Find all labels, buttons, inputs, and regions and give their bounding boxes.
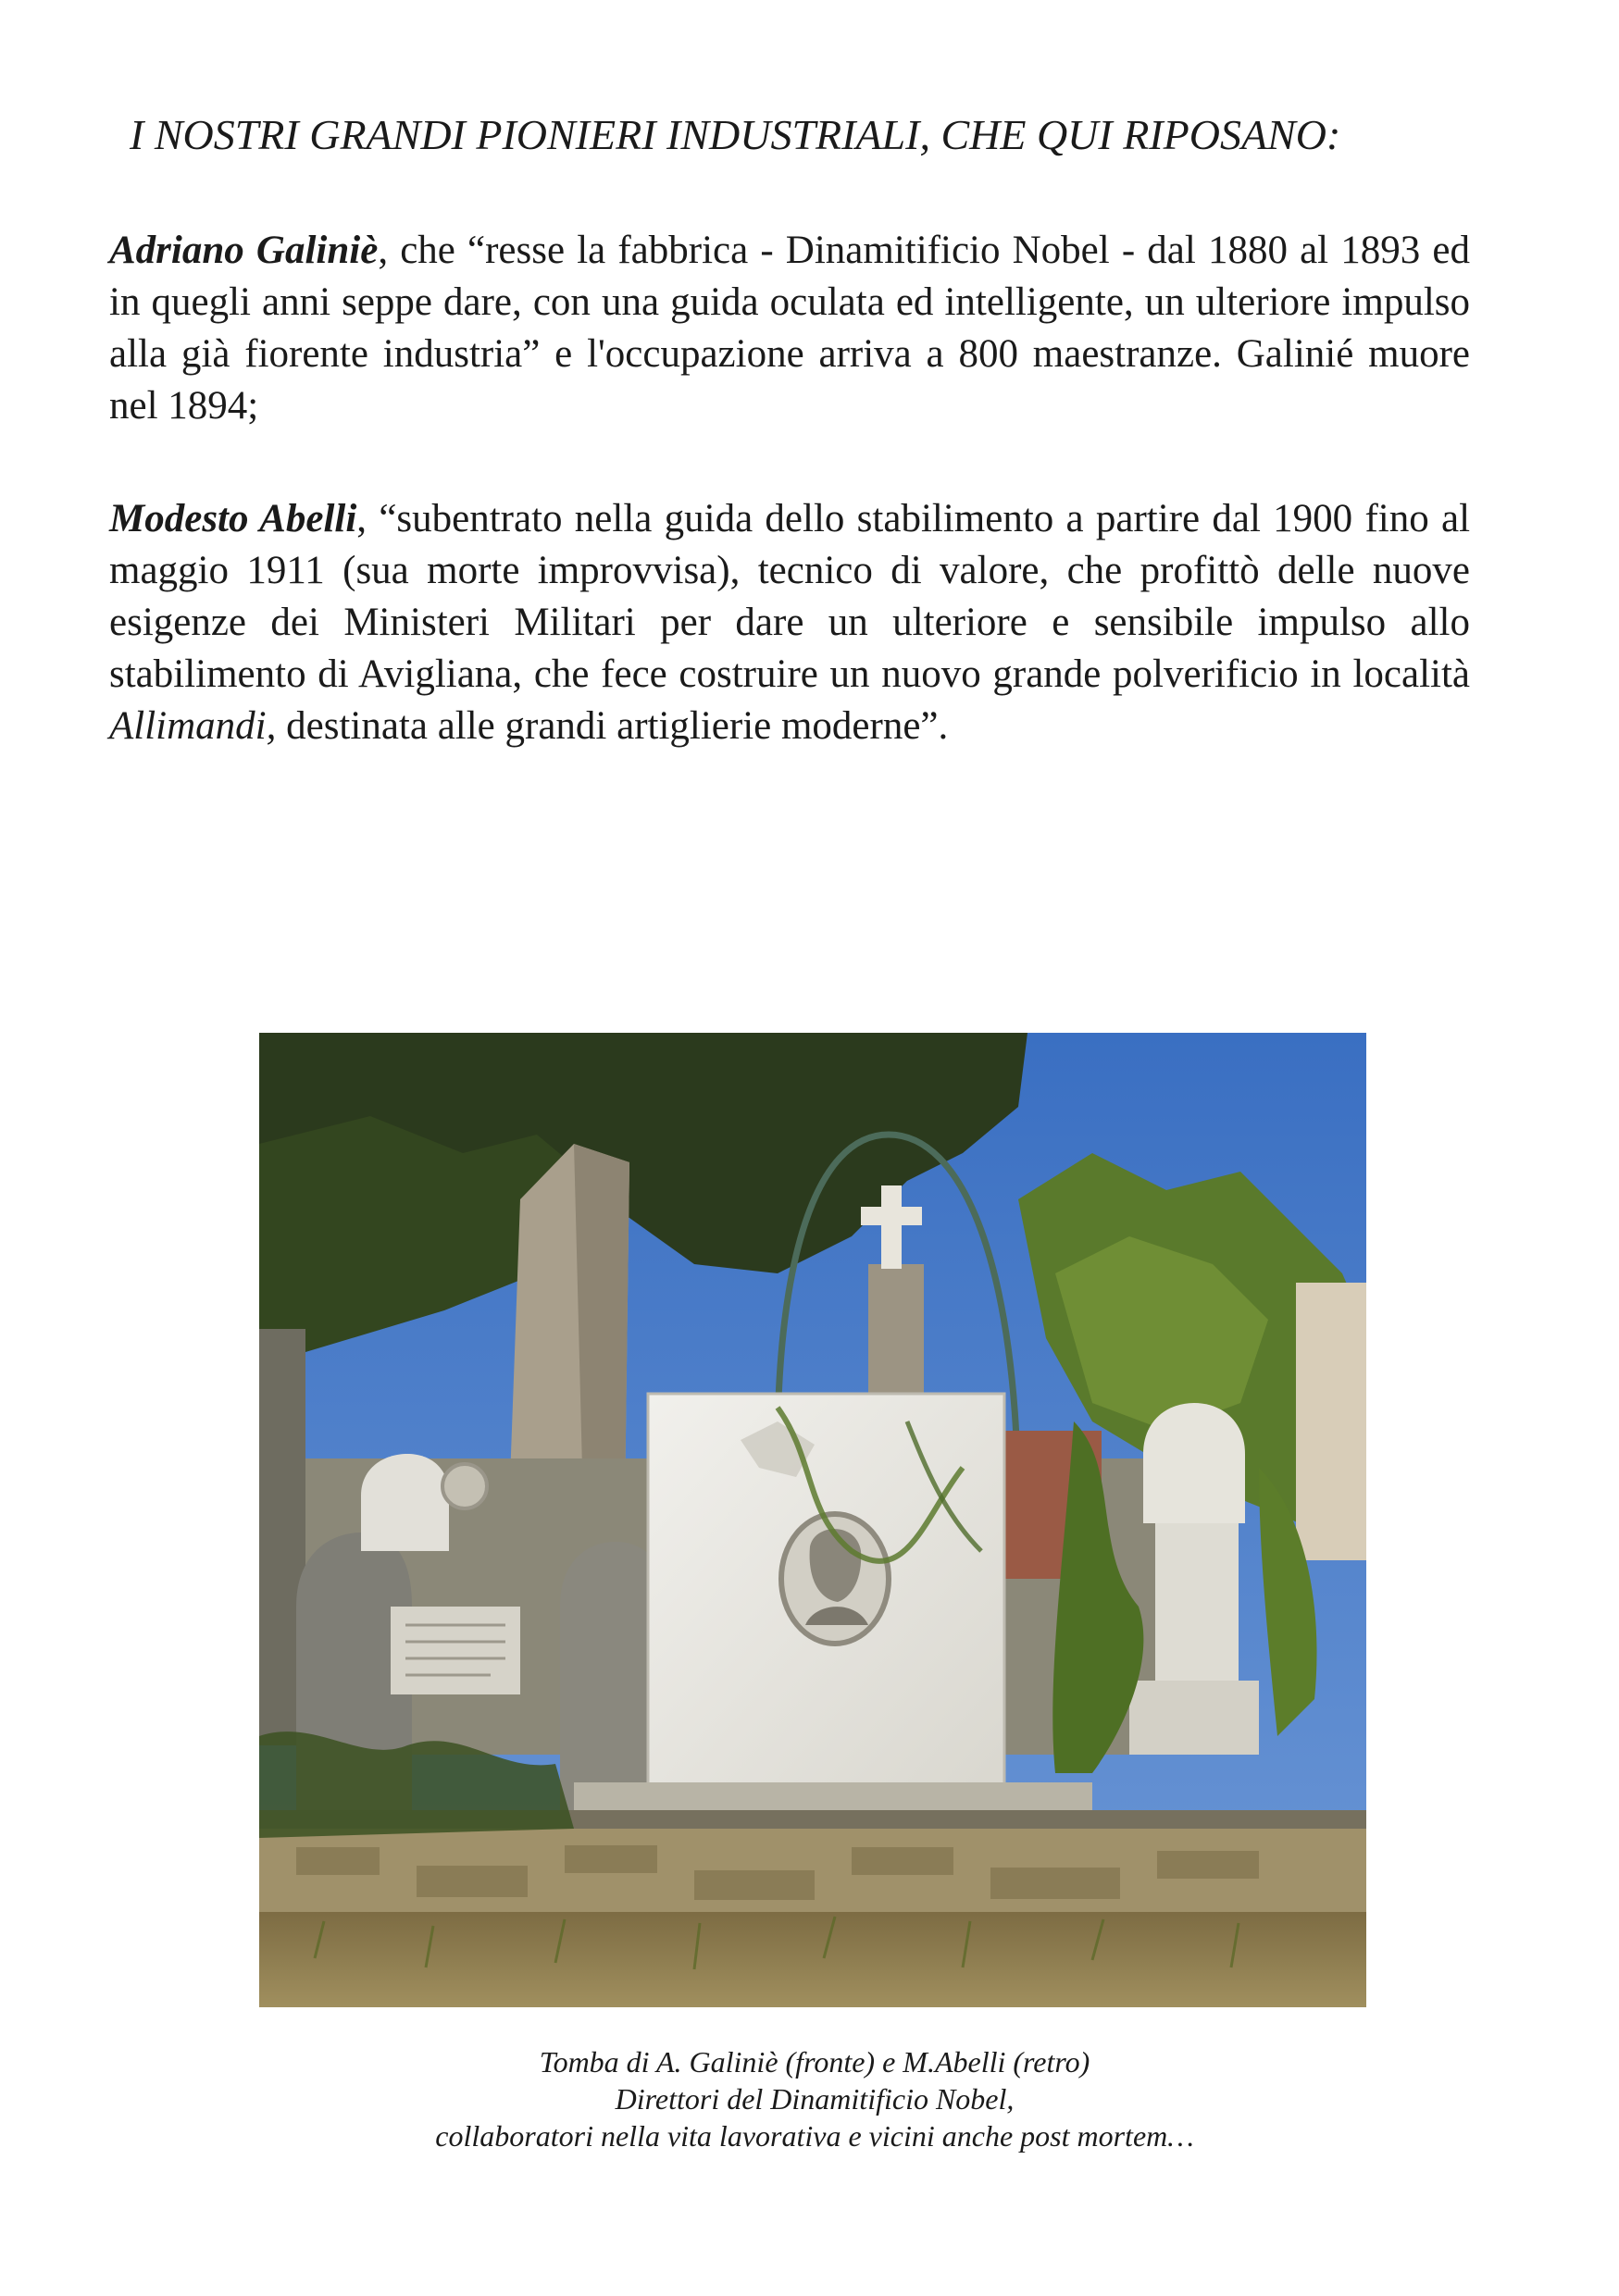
page-heading: I NOSTRI GRANDI PIONIERI INDUSTRIALI, CHE QUI RIPOSANO:	[130, 111, 1341, 158]
name-abelli: Modesto Abelli	[109, 497, 357, 540]
cemetery-tombs-photo	[259, 1033, 1366, 2007]
paragraph-galinie	[109, 225, 1470, 432]
paragraph-abelli-text-b: destinata alle grandi artiglierie moderne”.	[276, 704, 949, 748]
place-allimandi: Allimandi,	[109, 704, 277, 748]
paragraph-abelli	[109, 493, 1470, 752]
paragraph-galinie-text: , che “resse la fabbrica - Dinamitificio Nobel - dal 1880 al 1893 ed in quegli anni seppe dare, con una guida oculata ed intelligente, un ulteriore impulso alla già fiorente industria” e l'occupazione arriva a 800 maestranze. Galinié muore nel 1894;	[109, 229, 1470, 428]
caption-line-3: collaboratori nella vita lavorativa e vicini anche post mortem…	[435, 2119, 1194, 2153]
paragraph-abelli-text-a: , “subentrato nella guida dello stabilimento a partire dal 1900 fino al maggio 1911 (sua morte improvvisa), tecnico di valore, che profittò delle nuove esigenze dei Ministeri Militari per dare un ulteriore e sensibile impulso allo stabilimento di Avigliana, che fece costruire un nuovo grande polverificio in località	[109, 497, 1471, 696]
photo-caption	[185, 2043, 1444, 2154]
caption-line-2: Direttori del Dinamitificio Nobel,	[615, 2082, 1015, 2116]
name-galinie: Adriano Galiniè	[109, 229, 379, 272]
caption-line-1: Tomba di A. Galiniè (fronte) e M.Abelli (retro)	[539, 2045, 1090, 2079]
